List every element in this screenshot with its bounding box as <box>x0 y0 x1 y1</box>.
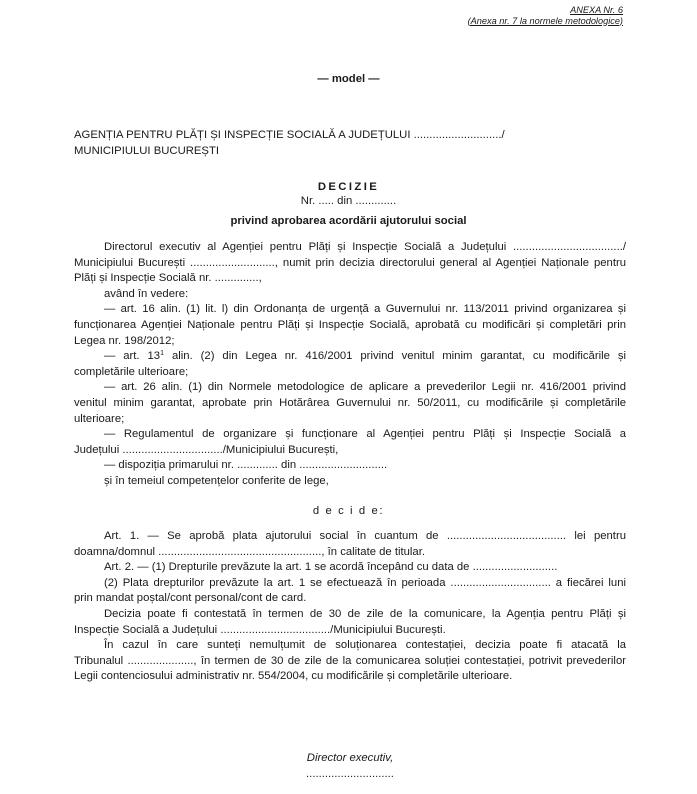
superscript: 1 <box>160 350 165 358</box>
appeal-line: Decizia poate fi contestată în termen de 30 de zile de la comunicare, la Agenția pentru Plăți și <box>104 607 626 620</box>
articles <box>74 529 626 685</box>
legal-basis-line: Legea nr. 198/2012; <box>74 334 175 347</box>
decision-subject: privind aprobarea acordării ajutorului social <box>230 215 467 227</box>
preamble <box>74 240 626 490</box>
article-line: (2) Plata drepturilor prevăzute la art. 1 se efectuează în perioada ................................ a fiecărei luni <box>104 576 626 589</box>
decides-label: d e c i d e: <box>312 505 385 517</box>
appeal-line: În cazul în care sunteți nemulțumit de soluționarea contestației, decizia poate fi atacată la <box>104 639 626 652</box>
annex-header <box>468 5 623 26</box>
signature-dots: ............................ <box>306 767 394 780</box>
model-label: — model — <box>317 73 380 85</box>
appeal-line: Tribunalul ....................., în termen de 30 de zile de la comunicarea soluției contestației, potrivit prevederilor <box>74 654 626 667</box>
legal-basis-line: — art. 26 alin. (1) din Normele metodologice de aplicare a prevederilor Legii nr. 416/2001 privind <box>104 381 626 394</box>
article-line: Art. 1. — Se aprobă plata ajutorului social în cuantum de ...................................... lei pentru <box>104 530 626 542</box>
preamble-line: Municipiului București ..........................., numit prin decizia directorului general al Agenției Naționale pentru <box>74 256 626 269</box>
preamble-line: Directorul executiv al Agenției pentru Plăți și Inspecție Socială a Județului .................................../ <box>104 241 626 253</box>
article-line: prin mandat poștal/cont personal/cont de card. <box>74 592 307 605</box>
signature-block <box>262 751 438 782</box>
legal-basis-line <box>74 349 626 365</box>
preamble-line: Plăți și Inspecție Socială nr. .............., <box>74 272 262 285</box>
signature-title: Director executiv, <box>306 752 394 764</box>
legal-basis-line: și în temeiul competențelor conferite de lege, <box>104 474 329 487</box>
legal-basis-line: — art. 16 alin. (1) lit. l) din Ordonanța de urgență a Guvernului nr. 113/2011 privind organizarea și <box>104 303 626 316</box>
legal-basis-line: completările ulterioare; <box>74 365 189 378</box>
agency-line-2: MUNICIPIULUI BUCUREȘTI <box>74 144 219 157</box>
appeal-line: Legii contenciosului administrativ nr. 554/2004, cu modificările și completările ulterioare. <box>74 670 513 683</box>
article-line: Art. 2. — (1) Drepturile prevăzute la art. 1 se acordă începând cu data de ........................... <box>104 561 558 574</box>
article-line: doamna/domnul ...................................................., în calitate de titular. <box>74 545 425 558</box>
decision-title: DECIZIE <box>317 181 380 193</box>
legal-basis-line: — Regulamentul de organizare și funcționare al Agenției pentru Plăți și Inspecție Socială a <box>104 428 626 441</box>
legal-basis-line: — dispoziția primarului nr. ............. din ............................ <box>104 459 388 472</box>
annex-reference: (Anexa nr. 7 la normele metodologice) <box>467 15 623 26</box>
agency-line-1: AGENȚIA PENTRU PLĂȚI ȘI INSPECȚIE SOCIALĂ A JUDEȚULUI ............................/ <box>74 129 505 141</box>
legal-basis-line: funcționarea Agenției Naționale pentru Plăți și Inspecție Socială, aprobată cu modificări și completări prin <box>74 318 626 331</box>
legal-basis-text: — art. 13 <box>104 350 161 363</box>
appeal-line: Inspecție Socială a Județului .................................../Municipiului București. <box>74 623 446 636</box>
legal-basis-line: venitul minim garantat, aprobate prin Hotărârea Guvernului nr. 50/2011, cu modificările și completările <box>74 396 626 409</box>
legal-basis-line: Județului ................................/Municipiului București, <box>74 443 339 456</box>
annex-number: ANEXA Nr. 6 <box>570 5 623 15</box>
legal-basis-line: ulterioare; <box>74 412 125 425</box>
decision-number-line: Nr. ..... din ............. <box>300 195 397 207</box>
agency-header <box>74 128 634 159</box>
having-regard-label: având în vedere: <box>104 287 189 300</box>
legal-basis-text: alin. (2) din Legea nr. 416/2001 privind venitul minim garantat, cu modificările și <box>164 350 626 363</box>
